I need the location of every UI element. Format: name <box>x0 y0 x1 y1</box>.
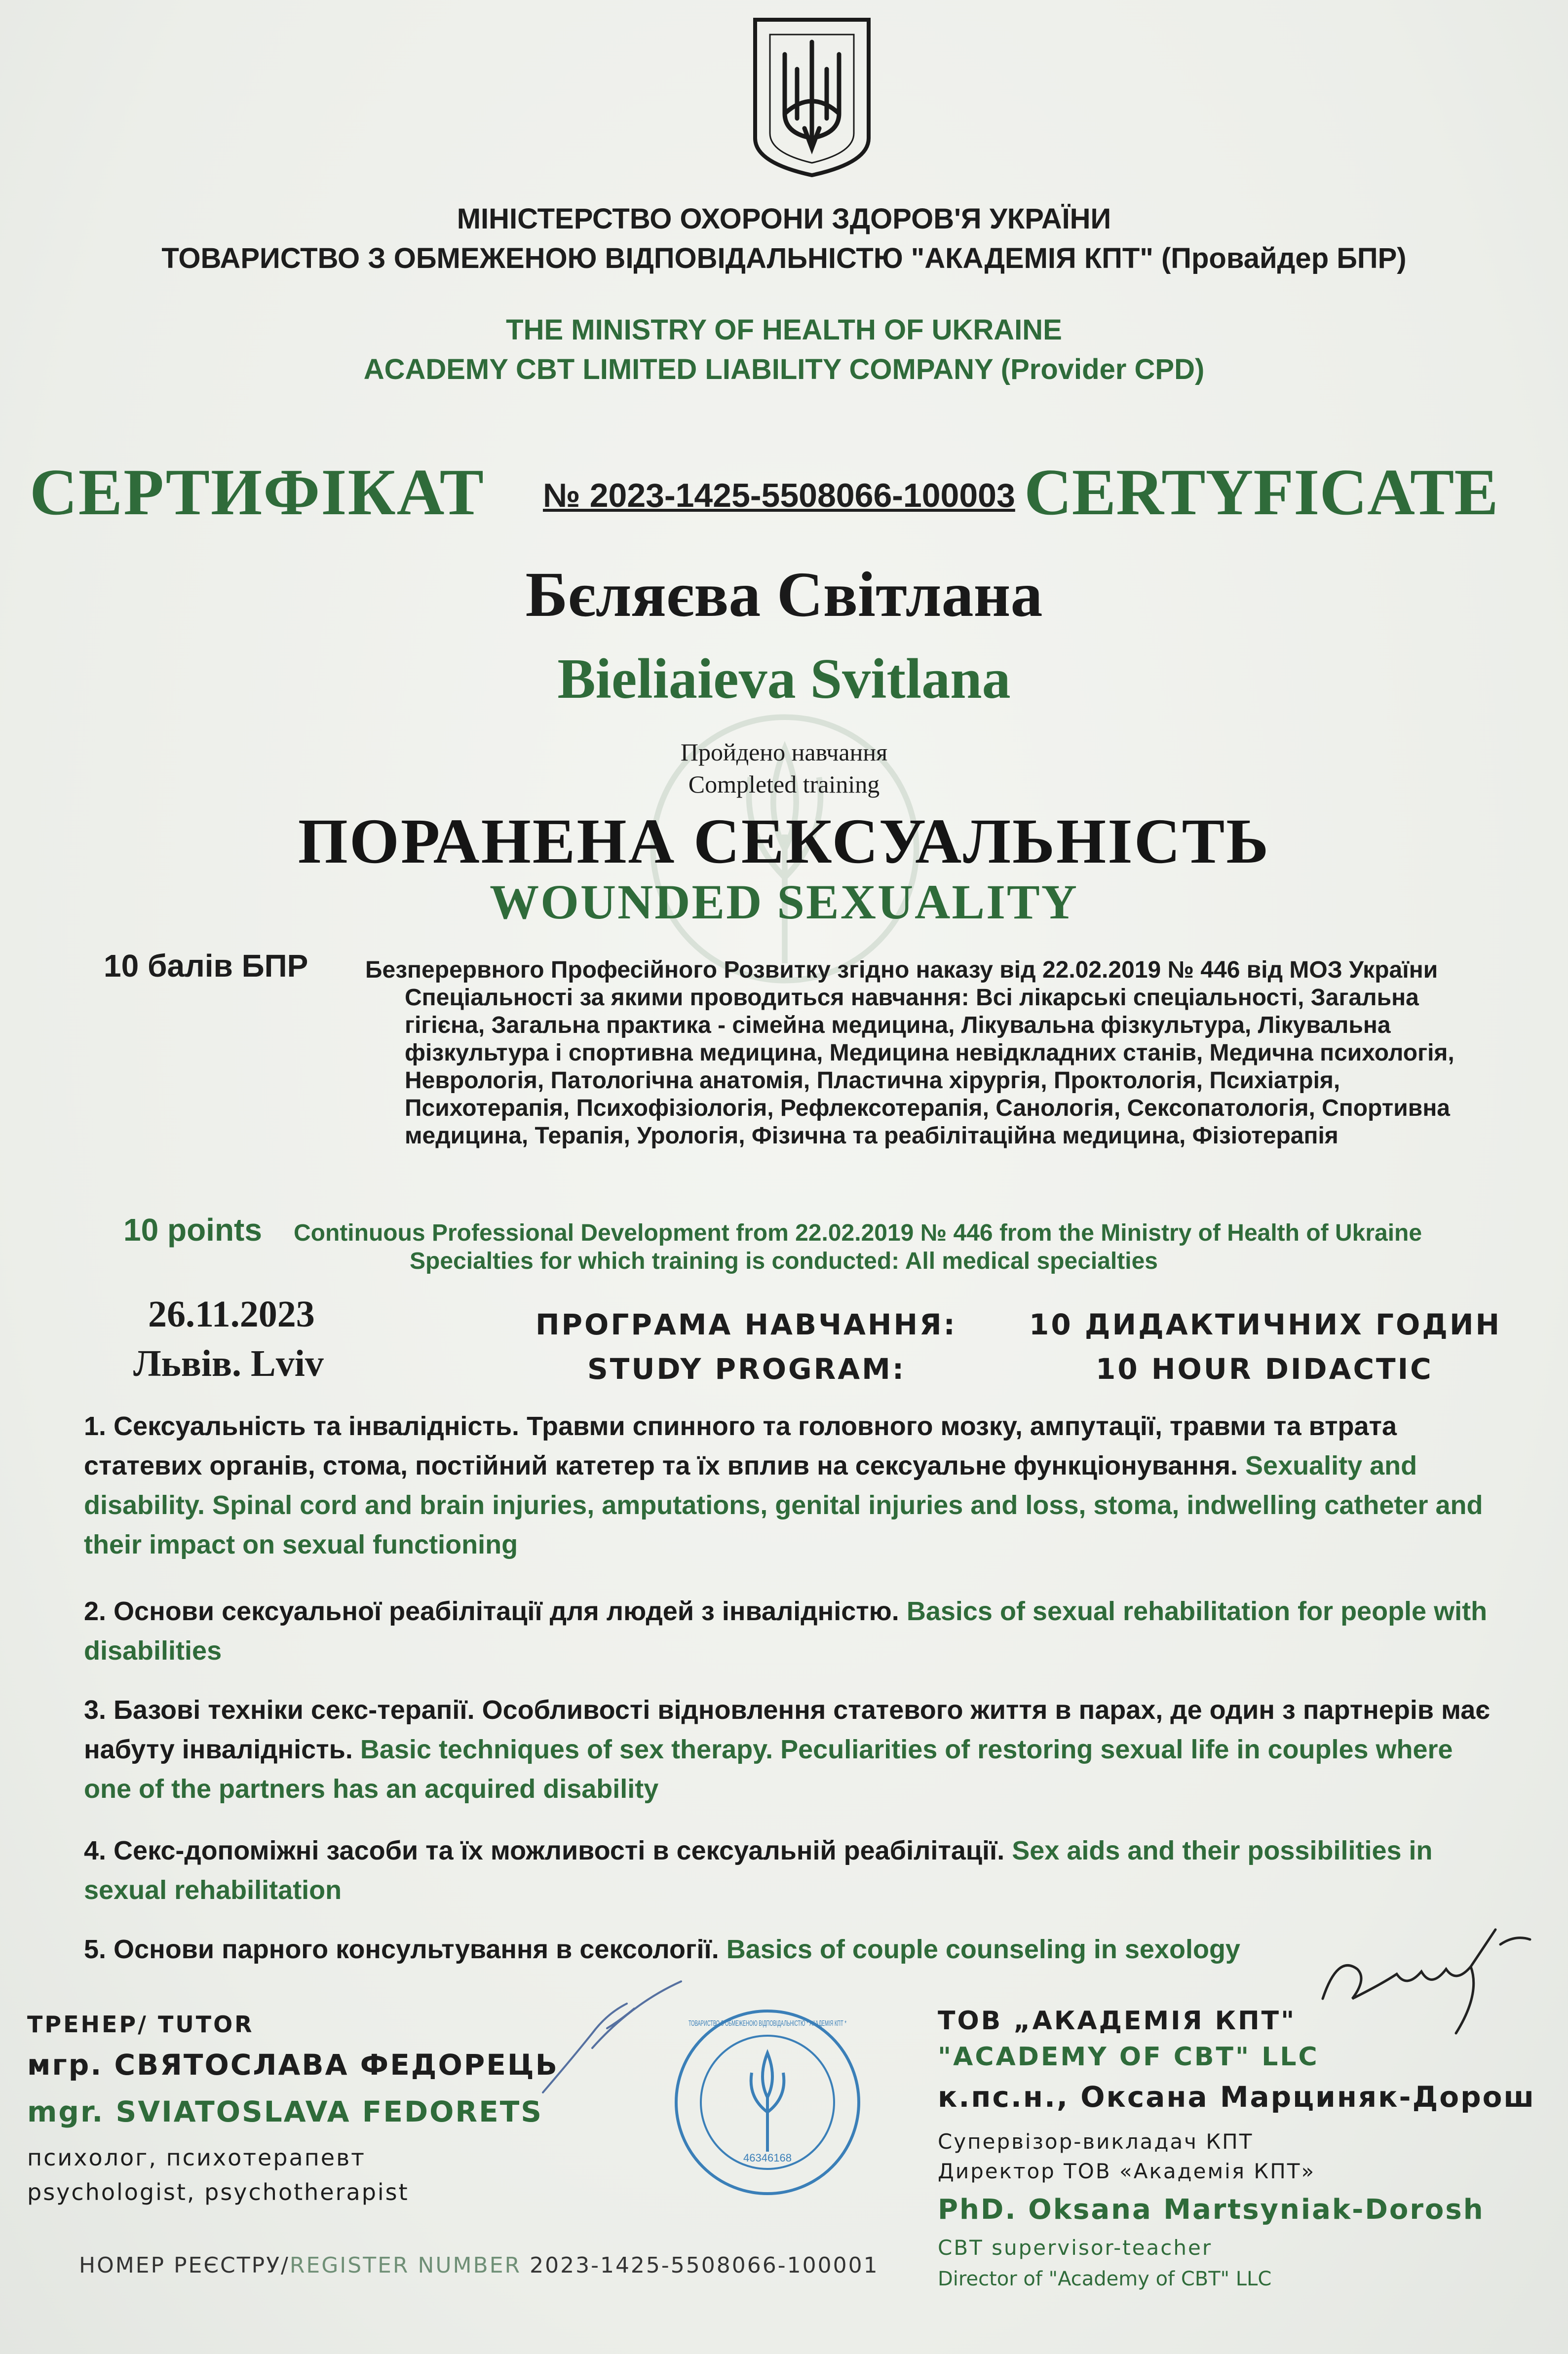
coat-of-arms-icon <box>750 15 874 178</box>
course-title-ua: ПОРАНЕНА СЕКСУАЛЬНІСТЬ <box>298 806 1270 877</box>
director-name-en: PhD. Oksana Martsyniak-Dorosh <box>938 2194 1485 2226</box>
program-item <box>84 1592 1505 1671</box>
tutor-signature-icon <box>533 1974 691 2102</box>
certificate-number: № 2023-1425-5508066-100003 <box>543 477 1015 514</box>
program-item-ua: 3. Базові техніки секс-терапії. Особливості відновлення статевого життя в парах, де один з партнерів має набуту інвалідність. <box>84 1695 1491 1764</box>
points-text-ua: Безперервного Професійного Розвитку згідно наказу від 22.02.2019 № 446 від МОЗ України <box>365 957 1438 983</box>
issue-date: 26.11.2023 <box>148 1293 315 1335</box>
register-label-en: REGISTER NUMBER <box>289 2253 522 2278</box>
hours-en: 10 HOUR DIDACTIC <box>1096 1352 1433 1386</box>
program-item-en: Basic techniques of sex therapy. Peculiarities of restoring sexual life in couples where one of the partners has an acquired disability <box>84 1735 1453 1804</box>
program-item-en: Basics of couple counseling in sexology <box>726 1935 1240 1964</box>
director-role1-en: CBT supervisor-teacher <box>938 2236 1213 2260</box>
tutor-role-en: psychologist, psychotherapist <box>27 2179 409 2205</box>
org-name-ua: ТОВ „АКАДЕМІЯ КПТ" <box>938 2006 1297 2036</box>
company-ua: ТОВАРИСТВО З ОБМЕЖЕНОЮ ВІДПОВІДАЛЬНІСТЮ "АКАДЕМІЯ КПТ" (Провайдер БПР) <box>161 242 1407 274</box>
register-number <box>79 2253 879 2278</box>
register-number-value: 2023-1425-5508066-100001 <box>530 2253 879 2278</box>
director-role2-en: Director of "Academy of CBT" LLC <box>938 2268 1272 2290</box>
program-item-en: Sexuality and disability. Spinal cord and brain injuries, amputations, genital injuries and loss, stoma, indwelling catheter and their impact on sexual functioning <box>84 1451 1483 1559</box>
register-label-ua: НОМЕР РЕЄСТРУ/ <box>79 2253 290 2278</box>
completed-training-ua: Пройдено навчання <box>680 738 888 766</box>
company-seal-icon <box>669 2004 866 2201</box>
tutor-name-ua: мгр. СВЯТОСЛАВА ФЕДОРЕЦЬ <box>27 2048 559 2082</box>
director-name-ua: к.пс.н., Оксана Марциняк-Дорош <box>938 2080 1536 2114</box>
seal-text: ТОВАРИСТВО З ОБМЕЖЕНОЮ ВІДПОВІДАЛЬНІСТЮ * АКАДЕМІЯ КПТ * <box>688 2019 846 2028</box>
tutor-role-ua: психолог, психотерапевт <box>27 2144 366 2171</box>
company-en: ACADEMY CBT LIMITED LIABILITY COMPANY (Provider CPD) <box>363 353 1205 385</box>
program-item <box>84 1831 1505 1910</box>
program-item <box>84 1406 1505 1564</box>
program-item-ua: 1. Сексуальність та інвалідність. Травми спинного та головного мозку, ампутації, травми та втрата статевих органів, стома, постійний катетер та їх вплив на сексуальне функціонування. <box>84 1411 1397 1481</box>
program-item-en: Sex aids and their possibilities in sexual rehabilitation <box>84 1836 1433 1905</box>
certificate-title-en: CERTYFICATE <box>1024 456 1498 529</box>
recipient-name-en: Bieliaieva Svitlana <box>557 647 1011 711</box>
recipient-name-ua: Бєляєва Світлана <box>525 559 1043 630</box>
completed-training-en: Completed training <box>688 770 880 798</box>
course-title-en: WOUNDED SEXUALITY <box>490 874 1078 929</box>
program-item-ua: 5. Основи парного консультування в сексології. <box>84 1935 719 1964</box>
program-item-ua: 2. Основи сексуальної реабілітації для людей з інвалідністю. <box>84 1596 899 1626</box>
ministry-ua: МІНІСТЕРСТВО ОХОРОНИ ЗДОРОВ'Я УКРАЇНИ <box>457 203 1111 235</box>
director-role1-ua: Супервізор-викладач КПТ <box>938 2129 1254 2154</box>
org-name-en: "ACADEMY OF CBT" LLC <box>938 2042 1319 2072</box>
program-item-en: Basics of sexual rehabilitation for people with disabilities <box>84 1596 1488 1666</box>
study-program-label-ua: ПРОГРАМА НАВЧАННЯ: <box>535 1308 957 1341</box>
specialties-ua: Спеціальності за якими проводиться навчання: Всі лікарські спеціальності, Загальна гігієна, Загальна практика - сімейна медицина, Лікувальна фізкультура, Лікувальна фізкультура і спортивна медицина, Медицина невідкладних станів, Медична психологія, Неврологія, Патологічна анатомія, Пластична хірургія, Проктологія, Психіатрія, Психотерапія, Психофізіологія, Рефлексотерапія, Санологія, Сексопатологія, Спортивна медицина, Терапія, Урологія, Фізична та реабілітаційна медицина, Фізіотерапія <box>405 985 1454 1149</box>
program-item <box>84 1690 1505 1809</box>
program-item-ua: 4. Секс-допоміжні засоби та їх можливості в сексуальній реабілітації. <box>84 1836 1005 1865</box>
tutor-label: ТРЕНЕР/ TUTOR <box>27 2011 254 2038</box>
points-label-en: 10 points <box>123 1212 262 1248</box>
specialties-en: Specialties for which training is conducted: All medical specialties <box>410 1248 1158 1274</box>
director-signature-icon <box>1308 1925 1545 2038</box>
hours-ua: 10 ДИДАКТИЧНИХ ГОДИН <box>1029 1308 1502 1341</box>
study-program-label-en: STUDY PROGRAM: <box>587 1352 906 1386</box>
seal-code: 46346168 <box>743 2152 792 2164</box>
program-item <box>84 1930 1505 1969</box>
certificate-title-ua: СЕРТИФІКАТ <box>30 456 485 529</box>
points-text-en: Continuous Professional Development from 22.02.2019 № 446 from the Ministry of Health of Ukraine <box>294 1220 1422 1246</box>
director-role2-ua: Директор ТОВ «Академія КПТ» <box>938 2159 1316 2183</box>
tutor-name-en: mgr. SVIATOSLAVA FEDORETS <box>27 2095 543 2128</box>
ministry-en: THE MINISTRY OF HEALTH OF UKRAINE <box>506 314 1062 346</box>
issue-city: Львів. Lviv <box>133 1343 324 1384</box>
points-label-ua: 10 балів БПР <box>104 948 308 984</box>
